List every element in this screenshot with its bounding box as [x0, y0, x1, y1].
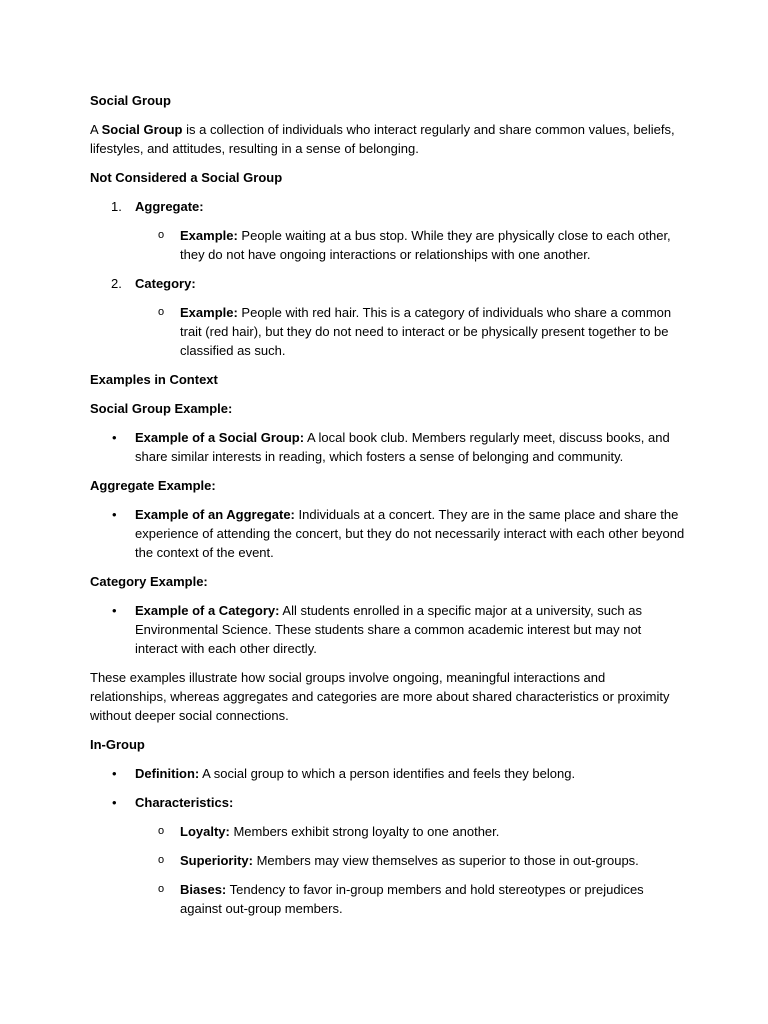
characteristic-item-loyalty [90, 822, 685, 841]
characteristic-item-biases [90, 880, 685, 918]
intro-text: is a collection of individuals who interact regularly and share common values, beliefs, lifestyles, and attitudes, resulting in a sense of belonging. [90, 122, 675, 156]
social-group-example-item [90, 428, 685, 466]
characteristic-text: Members may view themselves as superior to those in out-groups. [252, 853, 639, 868]
characteristic-text: Members exhibit strong loyalty to one another. [229, 824, 500, 839]
social-group-example-heading: Social Group Example: [90, 401, 233, 416]
characteristic-item-superiority [90, 851, 685, 870]
bullet-icon: • [112, 603, 117, 618]
bullet-icon: • [112, 766, 117, 781]
characteristic-label: Loyalty: [180, 824, 230, 839]
example-text: People with red hair. This is a category of individuals who share a common trait (red hair), but they do not need to interact or be physically present together to be classified as such. [180, 305, 672, 358]
in-group-heading: In-Group [90, 737, 145, 752]
circle-bullet-icon: o [158, 825, 165, 837]
document-title: Social Group [90, 93, 171, 108]
example-text: Individuals at a concert. They are in the same place and share the experience of attending the concert, but they do not necessarily interact with each other beyond the context of the event. [135, 507, 685, 560]
intro-prefix: A [90, 122, 102, 137]
document-page [90, 91, 685, 928]
example-label: Example: [180, 305, 238, 320]
characteristic-text: Tendency to favor in-group members and hold stereotypes or prejudices against out-group members. [180, 882, 644, 916]
examples-in-context-heading: Examples in Context [90, 372, 218, 387]
circle-bullet-icon: o [158, 229, 165, 241]
list-number: 1. [111, 199, 122, 214]
intro-paragraph [90, 120, 685, 158]
characteristics-label: Characteristics: [135, 795, 234, 810]
numbered-item-label: Category: [135, 276, 196, 291]
sub-item-aggregate-example [90, 226, 685, 264]
summary-paragraph: These examples illustrate how social groups involve ongoing, meaningful interactions and relationships, whereas aggregates and categories are more about shared characteristics or proximity without deeper social connections. [90, 670, 670, 723]
example-label: Example: [180, 228, 238, 243]
example-text: All students enrolled in a specific major at a university, such as Environmental Science. These students share a common academic interest but may not interact with each other directly. [135, 603, 642, 656]
example-label: Example of a Social Group: [135, 430, 305, 445]
characteristic-label: Biases: [180, 882, 227, 897]
definition-text: A social group to which a person identifies and feels they belong. [199, 766, 576, 781]
numbered-item-category [90, 274, 685, 293]
definition-label: Definition: [135, 766, 200, 781]
example-label: Example of a Category: [135, 603, 280, 618]
numbered-item-aggregate [90, 197, 685, 216]
aggregate-example-item [90, 505, 685, 562]
circle-bullet-icon: o [158, 854, 165, 866]
example-text: People waiting at a bus stop. While they are physically close to each other, they do not have ongoing interactions or relationships with one another. [180, 228, 671, 262]
numbered-item-label: Aggregate: [135, 199, 204, 214]
circle-bullet-icon: o [158, 306, 165, 318]
bullet-icon: • [112, 507, 117, 522]
category-example-item [90, 601, 685, 658]
in-group-definition-item [90, 764, 685, 783]
bullet-icon: • [112, 430, 117, 445]
aggregate-example-heading: Aggregate Example: [90, 478, 216, 493]
category-example-heading: Category Example: [90, 574, 208, 589]
circle-bullet-icon: o [158, 883, 165, 895]
sub-item-category-example [90, 303, 685, 360]
in-group-characteristics-item [90, 793, 685, 812]
example-label: Example of an Aggregate: [135, 507, 295, 522]
list-number: 2. [111, 276, 122, 291]
intro-term: Social Group [101, 122, 183, 137]
example-text: A local book club. Members regularly meet, discuss books, and share similar interests in reading, which fosters a sense of belonging and community. [135, 430, 670, 464]
bullet-icon: • [112, 795, 117, 810]
characteristic-label: Superiority: [180, 853, 253, 868]
not-considered-heading: Not Considered a Social Group [90, 170, 283, 185]
